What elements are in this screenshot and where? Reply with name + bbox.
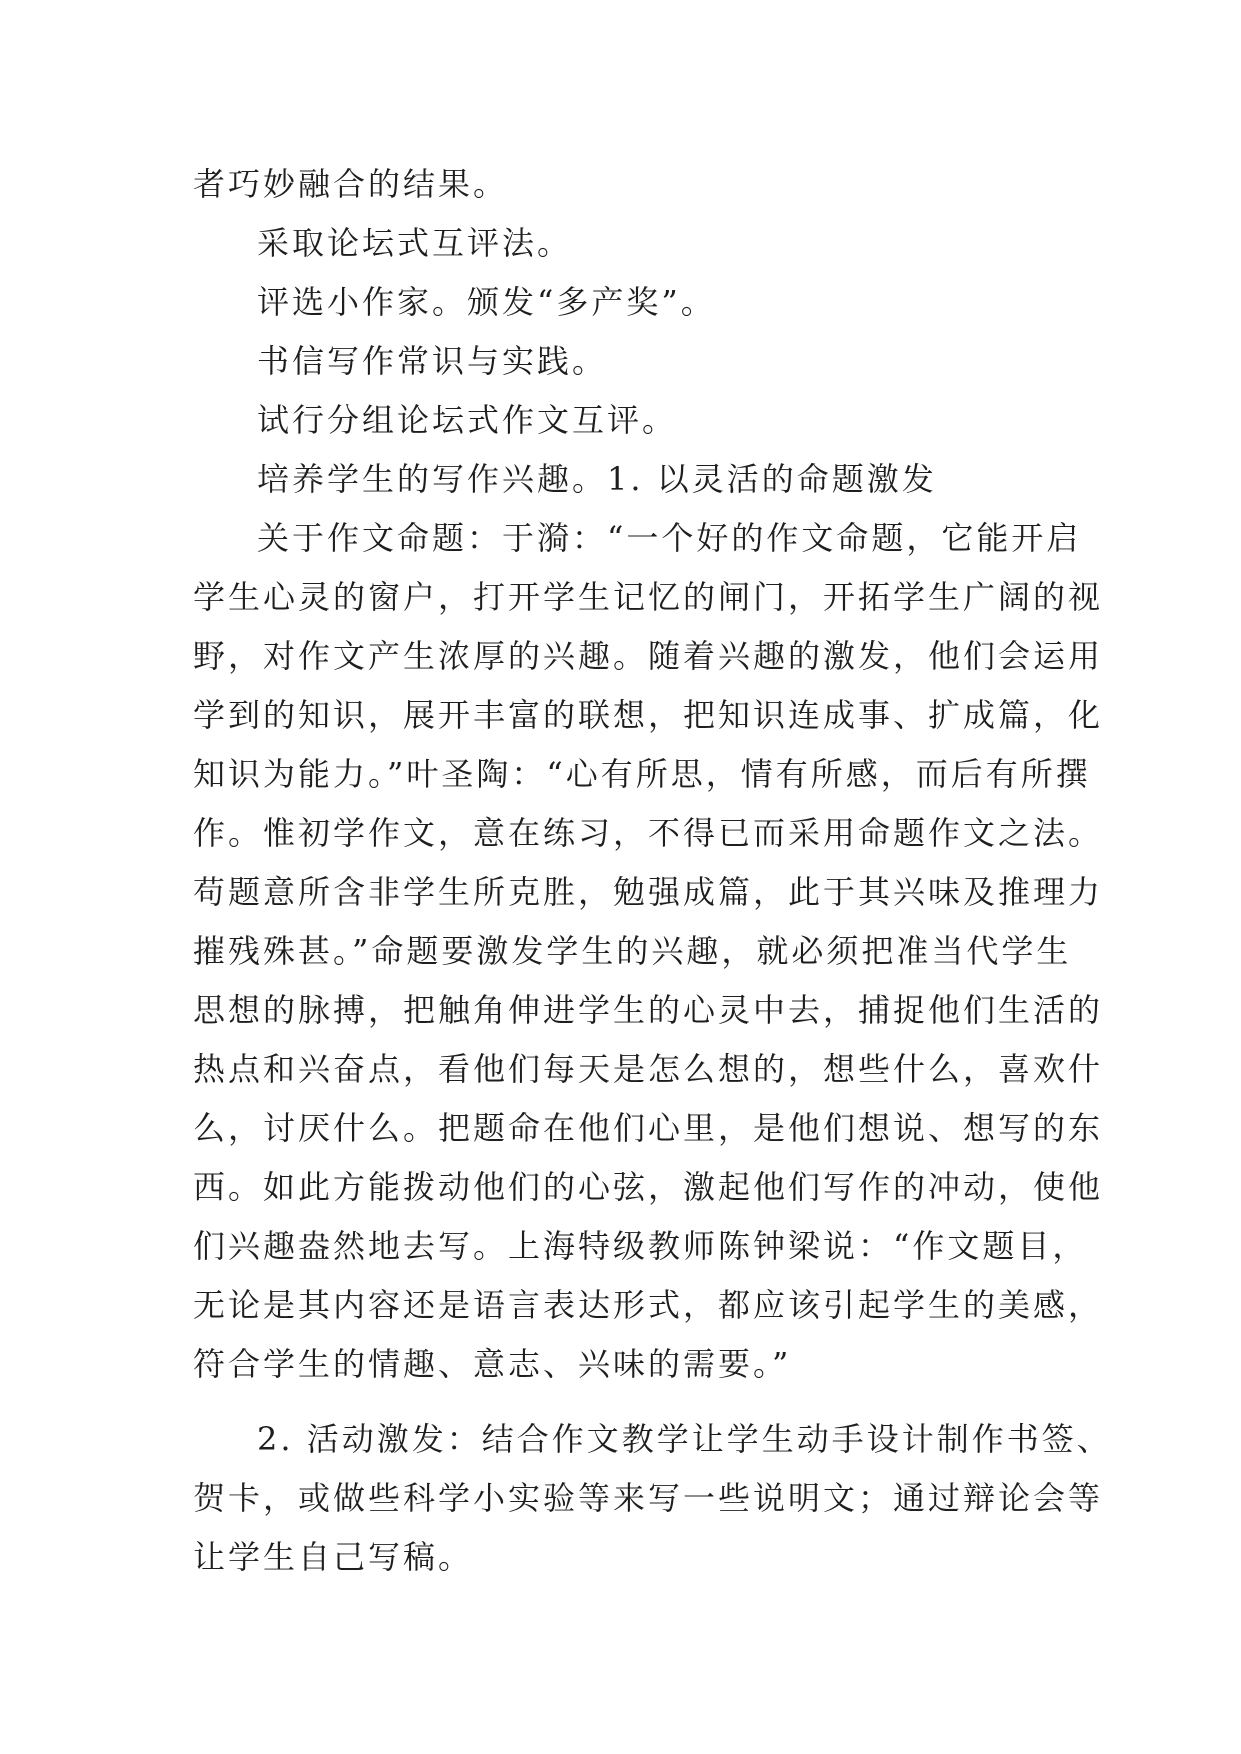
paragraph-line: 么，讨厌什么。把题命在他们心里，是他们想说、想写的东 — [193, 1109, 1104, 1147]
paragraph-line: 作。惟初学作文，意在练习，不得已而采用命题作文之法。 — [193, 814, 1104, 852]
paragraph-line: 热点和兴奋点，看他们每天是怎么想的，想些什么，喜欢什 — [193, 1050, 1104, 1088]
paragraph-first-line: 关于作文命题：于漪：“一个好的作文命题，它能开启 — [257, 519, 1082, 557]
paragraph-last-line: 符合学生的情趣、意志、兴味的需要。” — [193, 1345, 792, 1383]
paragraph-line: 无论是其内容还是语言表达形式，都应该引起学生的美感， — [193, 1286, 1104, 1324]
paragraph-line: 书信写作常识与实践。 — [257, 342, 608, 380]
paragraph-line: 摧残殊甚。”命题要激发学生的兴趣，就必须把准当代学生 — [193, 932, 1072, 970]
paragraph-line: 试行分组论坛式作文互评。 — [257, 401, 678, 439]
paragraph-line: 评选小作家。颁发“多产奖”。 — [257, 283, 716, 321]
paragraph-line: 思想的脉搏，把触角伸进学生的心灵中去，捕捉他们生活的 — [193, 991, 1104, 1029]
paragraph-line: 采取论坛式互评法。 — [257, 224, 573, 262]
paragraph-line: 知识为能力。”叶圣陶：“心有所思，情有所感，而后有所撰 — [193, 755, 1091, 793]
paragraph-line: 培养学生的写作兴趣。1. 以灵活的命题激发 — [257, 460, 937, 498]
paragraph-line: 们兴趣盎然地去写。上海特级教师陈钟梁说：“作文题目， — [193, 1227, 1088, 1265]
paragraph-line: 苟题意所含非学生所克胜，勉强成篇，此于其兴味及推理力 — [193, 873, 1104, 911]
paragraph-line: 西。如此方能拨动他们的心弦，激起他们写作的冲动，使他 — [193, 1168, 1104, 1206]
paragraph-line: 贺卡，或做些科学小实验等来写一些说明文；通过辩论会等 — [193, 1479, 1104, 1517]
paragraph-line: 学生心灵的窗户，打开学生记忆的闸门，开拓学生广阔的视 — [193, 578, 1104, 616]
paragraph-last-line: 让学生自己写稿。 — [193, 1538, 474, 1576]
paragraph-continuation-line: 者巧妙融合的结果。 — [193, 165, 509, 203]
paragraph-first-line: 2. 活动激发：结合作文教学让学生动手设计制作书签、 — [257, 1420, 1112, 1458]
paragraph-line: 学到的知识，展开丰富的联想，把知识连成事、扩成篇，化 — [193, 696, 1104, 734]
document-body — [193, 155, 1112, 1587]
paragraph-line: 野，对作文产生浓厚的兴趣。随着兴趣的激发，他们会运用 — [193, 637, 1104, 675]
